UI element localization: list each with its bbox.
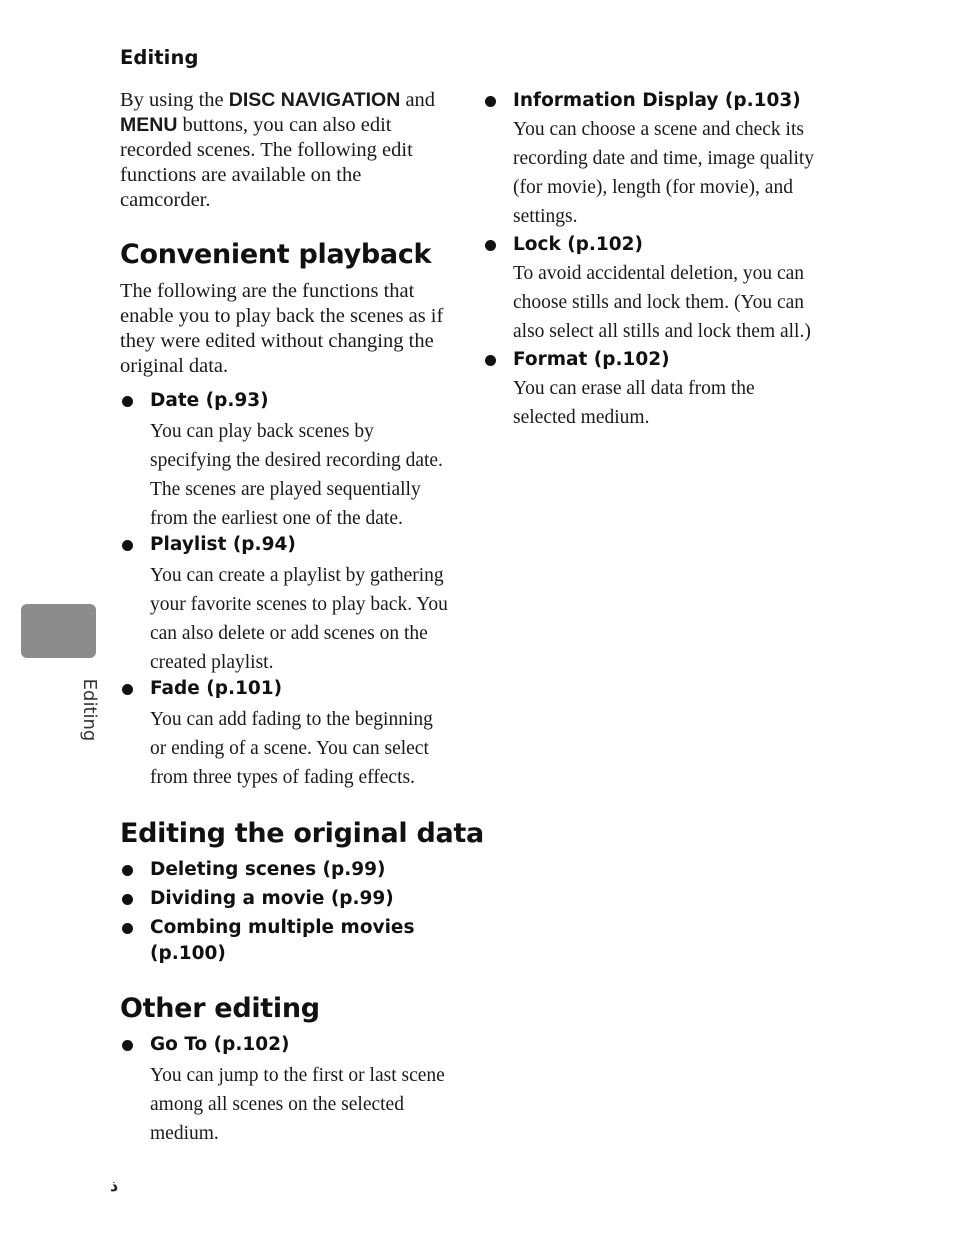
item-title: Playlist (p.94) [150, 534, 296, 555]
intro-text-1: By using the [120, 89, 229, 111]
item-description: You can erase all data from the selected medium. [513, 378, 755, 428]
bullet-icon [485, 96, 496, 107]
editing-original-heading: Editing the original data [120, 818, 484, 849]
item-title: Lock (p.102) [513, 234, 644, 255]
item-title: Format (p.102) [513, 349, 670, 370]
item-description: You can jump to the first or last scene among all scenes on the selected medium. [150, 1065, 445, 1144]
item-title: Combing multiple movies (p.100) [150, 917, 415, 964]
bullet-icon [122, 865, 133, 876]
disc-navigation-keyword: DISC NAVIGATION [228, 89, 401, 111]
bullet-icon [122, 1040, 133, 1051]
intro-text-3: buttons, you can also edit recorded scenes. The following edit functions are available on the camcorder. [120, 114, 413, 211]
item-description: You can play back scenes by specifying the desired recording date. The scenes are played sequentially from the earliest one of the date. [150, 421, 443, 529]
intro-text-2: and [400, 89, 436, 111]
bullet-icon [485, 240, 496, 251]
item-description: You can add fading to the beginning or ending of a scene. You can select from three types of fading effects. [150, 709, 433, 788]
item-description: You can choose a scene and check its recording date and time, image quality (for movie), length (for movie), and settings. [513, 119, 815, 227]
item-title: Go To (p.102) [150, 1034, 290, 1055]
bullet-icon [122, 396, 133, 407]
item-description: You can create a playlist by gathering your favorite scenes to play back. You can also delete or add scenes on the created playlist. [150, 565, 448, 673]
other-editing-heading: Other editing [120, 993, 320, 1024]
bullet-icon [485, 355, 496, 366]
intro-paragraph [120, 88, 455, 213]
item-title: Dividing a movie (p.99) [150, 888, 394, 909]
item-title: Information Display (p.103) [513, 90, 801, 111]
section-title: Editing [120, 46, 199, 69]
chapter-tab [21, 604, 96, 658]
item-title: Date (p.93) [150, 390, 269, 411]
convenient-playback-text: The following are the functions that enable you to play back the scenes as if they were edited without changing the original data. [120, 280, 444, 377]
bullet-icon [122, 923, 133, 934]
convenient-playback-heading: Convenient playback [120, 239, 432, 270]
page-number: ذ [110, 1176, 119, 1195]
item-title: Fade (p.101) [150, 678, 283, 699]
chapter-tab-label: Editing [79, 678, 100, 742]
bullet-icon [122, 684, 133, 695]
item-title: Deleting scenes (p.99) [150, 859, 386, 880]
item-description: To avoid accidental deletion, you can choose stills and lock them. (You can also select all stills and lock them all.) [513, 263, 811, 342]
menu-keyword: MENU [120, 114, 178, 136]
bullet-icon [122, 894, 133, 905]
bullet-icon [122, 540, 133, 551]
